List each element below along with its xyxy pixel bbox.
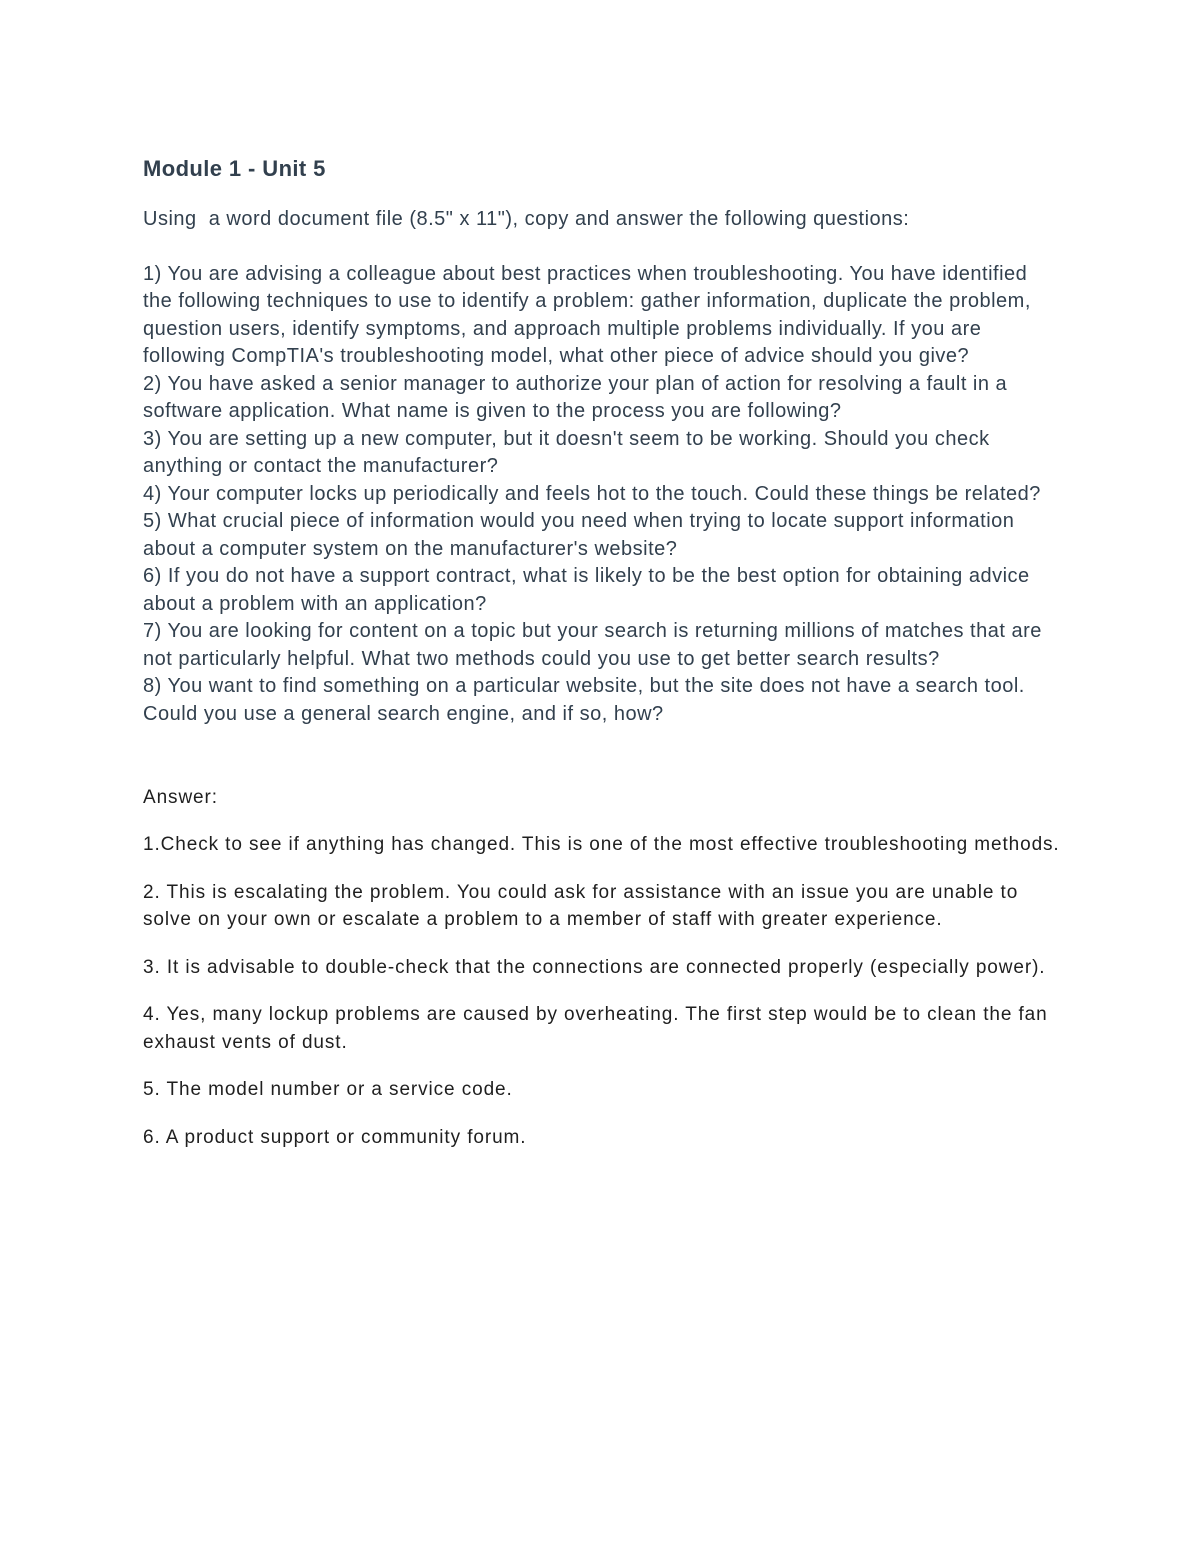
question-item: 3) You are setting up a new computer, but it doesn't seem to be working. Should you check anything or contact the manufacturer? xyxy=(143,427,990,478)
answer-item: 5. The model number or a service code. xyxy=(143,1079,513,1101)
question-item: 4) Your computer locks up periodically and feels hot to the touch. Could these things be related? xyxy=(143,482,1041,505)
question-item: 1) You are advising a colleague about best practices when troubleshooting. You have identified the following techniques to use to identify a problem: gather information, duplicate the problem, question users, identify symptoms, and approach multiple problems individually. If you are following CompTIA's troubleshooting model, what other piece of advice should you give? xyxy=(143,262,1031,368)
document-title: Module 1 - Unit 5 xyxy=(143,156,326,181)
answers-block xyxy=(143,831,1062,1151)
question-item: 5) What crucial piece of information would you need when trying to locate support information about a computer system on the manufacturer's website? xyxy=(143,510,1015,560)
intro-paragraph: Using a word document file (8.5" x 11"), copy and answer the following questions: xyxy=(143,208,910,231)
question-item: 6) If you do not have a support contract, what is likely to be the best option for obtaining advice about a problem with an application? xyxy=(143,565,1030,615)
answer-item: 4. Yes, many lockup problems are caused by overheating. The first step would be to clean the fan exhaust vents of dust. xyxy=(143,1004,1048,1053)
questions-block xyxy=(143,261,1062,729)
answer-item: 2. This is escalating the problem. You could ask for assistance with an issue you are unable to solve on your own or escalate a problem to a member of staff with greater experience. xyxy=(143,881,1019,931)
answer-item: 6. A product support or community forum. xyxy=(143,1126,527,1148)
answer-item: 1.Check to see if anything has changed. This is one of the most effective troubleshooting methods. xyxy=(143,834,1060,856)
question-item: 2) You have asked a senior manager to authorize your plan of action for resolving a fault in a software application. What name is given to the process you are following? xyxy=(143,372,1008,423)
question-item: 7) You are looking for content on a topic but your search is returning millions of matches that are not particularly helpful. What two methods could you use to get better search results? xyxy=(143,620,1042,670)
answer-section-label: Answer: xyxy=(143,787,218,809)
answer-item: 3. It is advisable to double-check that the connections are connected properly (especially power). xyxy=(143,956,1046,978)
question-item: 8) You want to find something on a particular website, but the site does not have a search tool. Could you use a general search engine, and if so, how? xyxy=(143,675,1025,725)
